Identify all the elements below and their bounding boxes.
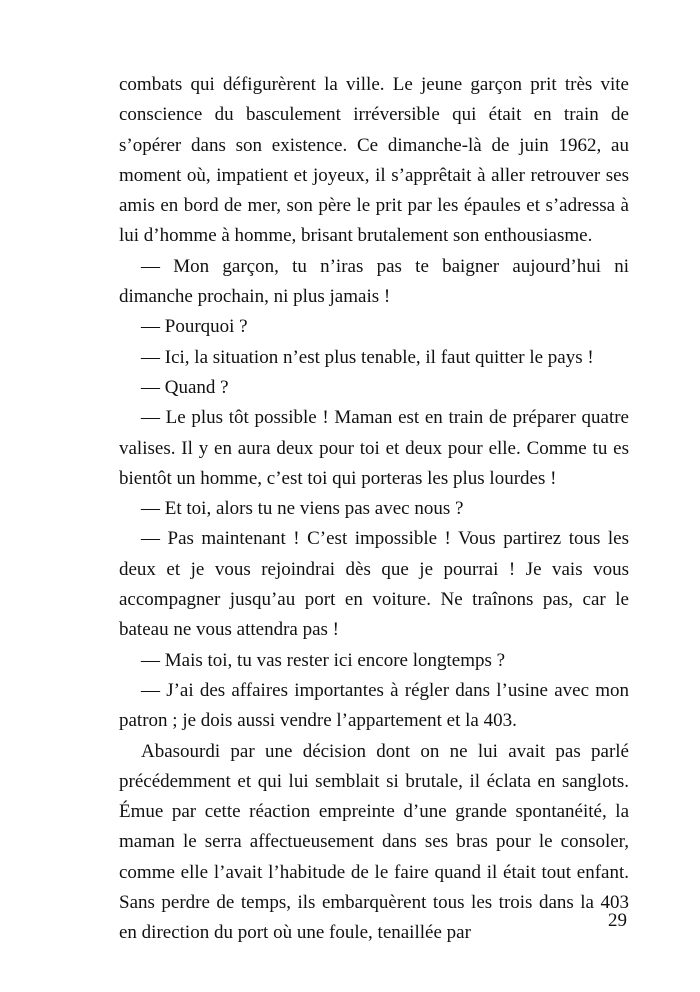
dialogue-line: — J’ai des affaires importantes à régler dans l’usine avec mon patron ; je dois aussi vendre l’appartement et la 403.: [119, 679, 629, 732]
dialogue-line: — Mon garçon, tu n’iras pas te baigner aujourd’hui ni dimanche prochain, ni plus jamais !: [119, 255, 629, 308]
dialogue-line: — Pas maintenant ! C’est impossible ! Vous partirez tous les deux et je vous rejoindrai dès que je pourrai ! Je vais vous accompagner jusqu’au port en voiture. Ne traînons pas, car le bateau ne vous attendra pas !: [119, 528, 629, 641]
dialogue-line: — Le plus tôt possible ! Maman est en train de préparer quatre valises. Il y en aura deux pour toi et deux pour elle. Comme tu es bientôt un homme, c’est toi qui porteras les plus lourdes !: [119, 407, 629, 489]
dialogue-line: — Pourquoi ?: [141, 316, 248, 338]
dialogue-line: — Et toi, alors tu ne viens pas avec nous ?: [141, 498, 464, 520]
dialogue-line: — Mais toi, tu vas rester ici encore longtemps ?: [141, 649, 506, 671]
page-number: 29: [608, 910, 627, 931]
paragraph-continuation: combats qui défigurèrent la ville. Le jeune garçon prit très vite conscience du basculement irréversible qui était en train de s’opérer dans son existence. Ce dimanche-là de juin 1962, au moment où, impatient et joyeux, il s’apprêtait à aller retrouver ses amis en bord de mer, son père le prit par les épaules et s’adressa à lui d’homme à homme, brisant brutalement son enthousiasme.: [119, 74, 629, 247]
dialogue-line: — Ici, la situation n’est plus tenable, il faut quitter le pays !: [141, 346, 594, 368]
dialogue-line: — Quand ?: [141, 376, 229, 398]
narrative-paragraph: Abasourdi par une décision dont on ne lui avait pas parlé précédemment et qui lui semblait si brutale, il éclata en sanglots. Émue par cette réaction empreinte d’une grande spontanéité, la maman le serra affectueusement dans ses bras pour le consoler, comme elle l’avait l’habitude de le faire quand il était tout enfant. Sans perdre de temps, ils embarquèrent tous les trois dans la 403 en direction du port où une foule, tenaillée par: [119, 740, 629, 944]
page-body-text: [119, 70, 629, 949]
